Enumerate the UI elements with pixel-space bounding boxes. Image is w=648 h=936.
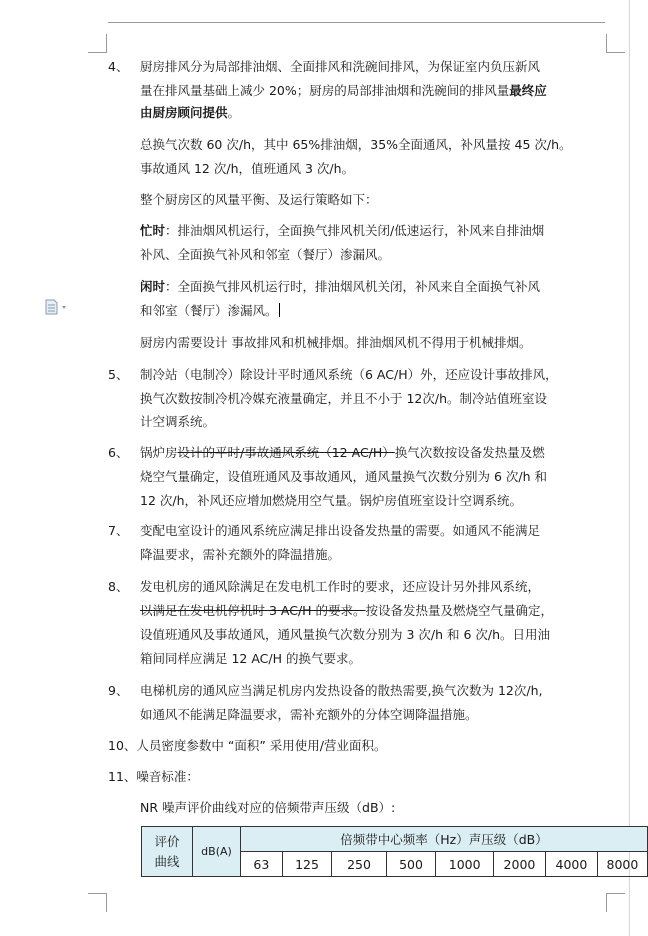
idle-text: ：全面换气排风机运行时，排油烟风机关闭，补风来自全面换气补风 <box>165 279 541 294</box>
item-4-para-1-line-2: 事故通风 12 次/h，值班通风 3 次/h。 <box>140 161 355 176</box>
header-rule <box>108 22 605 23</box>
freq-cell: 4000 <box>545 852 597 877</box>
item-4-line-1: 厨房排风分为局部排油烟、全面排风和洗碗间排风，为保证室内负压新风 <box>140 59 541 74</box>
table-header-bands: 倍频带中心频率（Hz）声压级（dB） <box>241 827 648 852</box>
item-7-number: 7、 <box>108 523 129 538</box>
item-10: 10、人员密度参数中 “面积” 采用使用/营业面积。 <box>108 738 387 753</box>
busy-label: 忙时 <box>140 223 166 238</box>
item-4-para-2: 整个厨房区的风量平衡、及运行策略如下： <box>140 192 378 207</box>
item-4-line-3 <box>140 105 240 121</box>
item-4-busy-line-2: 补风、全面换气补风和邻室（餐厅）渗漏风。 <box>140 247 391 262</box>
crop-mark-bottom-left <box>88 893 107 912</box>
item-8-deleted-text: 以满足在发电机停机时 3 AC/H 的要求。 <box>140 603 366 618</box>
item-5-line-1: 制冷站（电制冷）除设计平时通风系统（6 AC/H）外，还应设计事故排风， <box>140 367 558 382</box>
document-icon[interactable] <box>44 299 74 315</box>
text-cursor <box>279 303 280 317</box>
item-6-line-3: 12 次/h，补风还应增加燃烧用空气量。锅炉房值班室设计空调系统。 <box>140 493 523 508</box>
item-6-line-1 <box>140 445 545 461</box>
item-8-line-3: 设值班通风及事故通风，通风量换气次数分别为 3 次/h 和 6 次/h。日用油 <box>140 627 551 642</box>
item-4-para-1-line-1: 总换气次数 60 次/h，其中 65%排油烟，35%全面通风，补风量按 45 次/h。 <box>140 137 572 152</box>
freq-cell: 125 <box>282 852 332 877</box>
freq-cell: 250 <box>332 852 386 877</box>
idle-text-2: 和邻室（餐厅）渗漏风。 <box>140 303 278 318</box>
item-4-line-3-bold: 由厨房顾问提供 <box>140 105 228 120</box>
item-7-line-1: 变配电室设计的通风系统应满足排出设备发热量的需要。如通风不能满足 <box>140 523 541 538</box>
freq-cell: 500 <box>386 852 436 877</box>
item-4-line-2 <box>140 83 547 99</box>
item-6-line-2: 烧空气量确定，设值班通风及事故通风，通风量换气次数分别为 6 次/h 和 <box>140 469 548 484</box>
item-5-line-3: 计空调系统。 <box>140 414 216 429</box>
item-4-line-2-text: 量在排风量基础上减少 20%；厨房的局部排油烟和洗碗间的排风量 <box>140 83 510 98</box>
page-edge <box>629 0 630 936</box>
freq-cell: 8000 <box>597 852 647 877</box>
crop-mark-bottom-right <box>606 893 625 912</box>
item-4-para-3: 厨房内需要设计 事故排风和机械排烟。排油烟风机不得用于机械排烟。 <box>140 335 532 350</box>
table-caption: NR 噪声评价曲线对应的倍频带声压级（dB）: <box>140 800 396 815</box>
item-9-line-1: 电梯机房的通风应当满足机房内发热设备的散热需要,换气次数为 12次/h, <box>140 683 543 698</box>
item-11: 11、噪音标准： <box>108 769 199 784</box>
freq-cell: 63 <box>241 852 283 877</box>
freq-cell: 1000 <box>436 852 494 877</box>
item-4-busy-line-1 <box>140 223 544 239</box>
table-header-dba: dB(A) <box>192 827 240 877</box>
item-9-number: 9、 <box>108 683 129 698</box>
item-6-line-1-b: 换气次数按设备发热量及燃 <box>394 445 545 460</box>
item-4-number: 4、 <box>108 59 129 74</box>
crop-mark-top-left <box>88 34 107 53</box>
item-6-number: 6、 <box>108 445 129 460</box>
item-8-number: 8、 <box>108 579 129 594</box>
crop-mark-top-right <box>606 34 625 53</box>
item-9-line-2: 如通风不能满足降温要求，需补充额外的分体空调降温措施。 <box>140 707 478 722</box>
item-4-idle-line-2 <box>140 303 280 319</box>
item-5-line-2: 换气次数按制冷机冷媒充液量确定，并且不小于 12次/h。制冷站值班室设 <box>140 391 548 406</box>
item-7-line-2: 降温要求，需补充额外的降温措施。 <box>140 547 341 562</box>
item-8-line-2-b: 按设备发热量及燃烧空气量确定， <box>365 603 554 618</box>
item-4-line-3-end: 。 <box>227 105 241 120</box>
item-8-line-1: 发电机房的通风除满足在发电机工作时的要求，还应设计另外排风系统， <box>140 579 541 594</box>
busy-text: ：排油烟风机运行，全面换气排风机关闭/低速运行，补风来自排油烟 <box>165 223 545 238</box>
item-8-line-2 <box>140 603 553 619</box>
header-curve-line-1: 评价 <box>154 833 180 849</box>
table-header-curve <box>142 827 193 877</box>
item-6-deleted-text: 设计的平时/事故通风系统（12 AC/H） <box>177 445 395 460</box>
item-6-line-1-a: 锅炉房 <box>140 445 178 460</box>
item-4-line-2-bold: 最终应 <box>509 83 547 98</box>
freq-cell: 2000 <box>493 852 545 877</box>
item-5-number: 5、 <box>108 367 129 382</box>
idle-label: 闲时 <box>140 279 166 294</box>
header-curve-line-2: 曲线 <box>154 853 180 869</box>
item-8-line-4: 箱间同样应满足 12 AC/H 的换气要求。 <box>140 651 361 666</box>
nr-curve-table <box>141 826 648 877</box>
item-4-idle-line-1 <box>140 279 540 295</box>
